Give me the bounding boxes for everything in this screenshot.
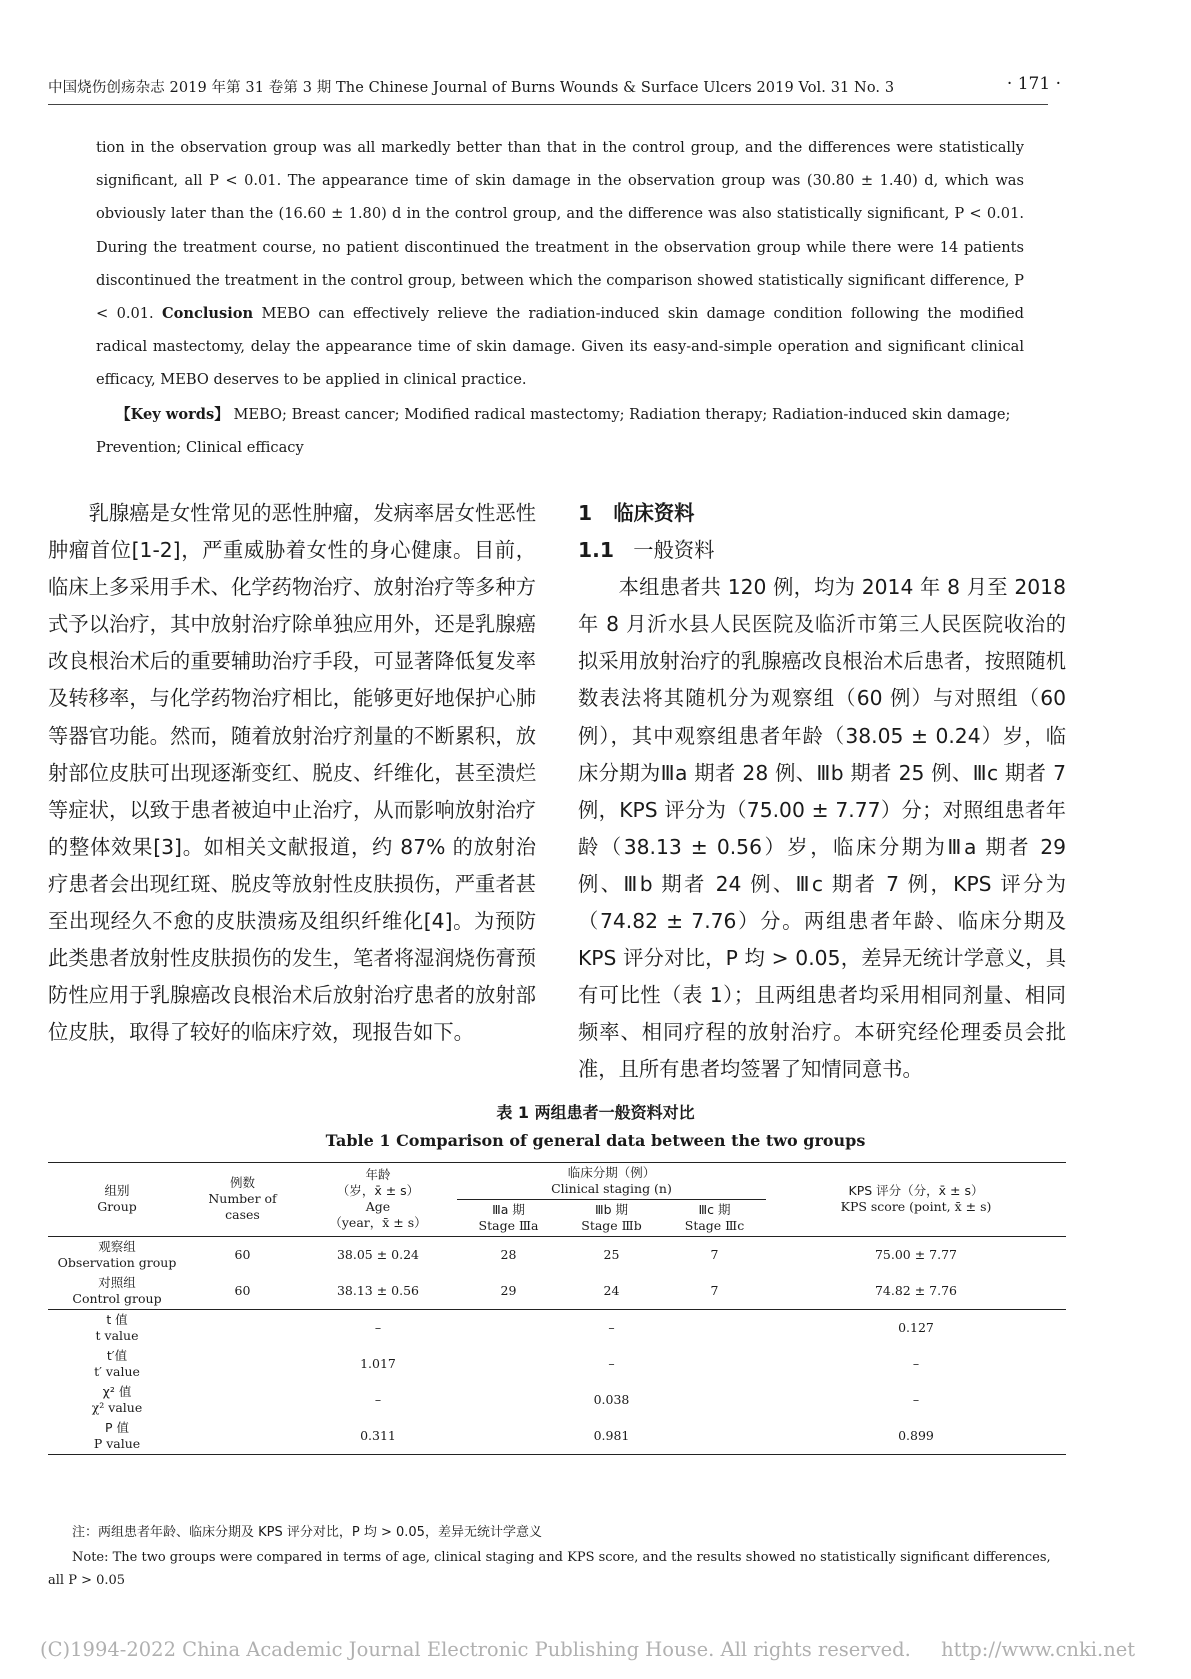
page-number: · 171 · — [1006, 74, 1061, 94]
header-rule — [48, 104, 1048, 105]
keywords-label: 【Key words】 — [116, 406, 229, 423]
footer — [40, 1638, 1140, 1661]
section-number: 1 — [578, 501, 593, 525]
table-caption-en: Table 1 Comparison of general data between the two groups — [325, 1131, 866, 1150]
table-stat-row: t′值 t′ value 1.017 – – — [94, 1347, 920, 1379]
right-column — [578, 495, 1066, 1089]
table-note-en: Note: The two groups were compared in terms of age, clinical staging and KPS score, and the results showed no statistically significant differences, all P > 0.05 — [48, 1550, 1051, 1588]
header-stage-c: Ⅲc 期 Stage Ⅲc — [684, 1202, 745, 1233]
left-column — [48, 495, 536, 1051]
table-note-cn: 注：两组患者年龄、临床分期及 KPS 评分对比，P 均 > 0.05，差异无统计学意义 — [72, 1525, 542, 1540]
conclusion-text: MEBO can effectively relieve the radiation-induced skin damage condition following the modified radical mastectomy, delay the appearance time of skin damage. Given its easy-and-simple operation and significant clinical efficacy, MEBO deserves to be applied in clinical practice. — [96, 305, 1025, 389]
conclusion-label: Conclusion — [162, 305, 254, 323]
subsection-number: 1.1 — [578, 538, 614, 563]
abstract-results-text: tion in the observation group was all markedly better than that in the control group, and the differences were statistically significant, all P < 0.01. The appearance time of skin damage in the observation group was (30.80 ± 1.40) d, which was obviously later than the (16.60 ± 1.80) d in the control group, and the difference was also statistically significant, P < 0.01. During the treatment course, no patient discontinued the treatment in the observation group while there were 14 patients discontinued the treatment in the control group, between which the comparison showed statistically significant difference, P < 0.01. — [96, 139, 1024, 323]
general-data-table — [48, 1162, 1066, 1455]
subsection-title: 一般资料 — [633, 538, 715, 563]
table-stat-row: P 值 P value 0.311 0.981 0.899 — [48, 1418, 1066, 1455]
header-age: 年龄 （岁，x̄ ± s） Age （year，x̄ ± s） — [299, 1163, 457, 1237]
table-stat-row: χ² 值 χ² value – 0.038 – — [91, 1383, 920, 1415]
keywords-text: MEBO; Breast cancer; Modified radical mastectomy; Radiation therapy; Radiation-induced skin damage; Prevention; Clinical efficacy — [96, 406, 1011, 456]
header-stage-a: Ⅲa 期 Stage Ⅲa — [478, 1202, 539, 1233]
footer-copyright: (C)1994-2022 China Academic Journal Electronic Publishing House. All rights reserved. — [40, 1638, 911, 1661]
header-kps: KPS 评分（分，x̄ ± s） KPS score (point, x̄ ± s) — [766, 1163, 1066, 1237]
running-header: 中国烧伤创疡杂志 2019 年第 31 卷第 3 期 The Chinese Journal of Burns Wounds & Surface Ulcers 2019 Vol. 31 No. 3 — [48, 80, 895, 96]
header-staging: 临床分期（例） Clinical staging (n) — [457, 1163, 766, 1200]
table-row: 观察组 Observation group 60 38.05 ± 0.24 28 25 7 75.00 ± 7.77 — [48, 1236, 1066, 1273]
abstract-continuation — [96, 131, 1024, 397]
table-row: 对照组 Control group 60 38.13 ± 0.56 29 24 7 74.82 ± 7.76 — [72, 1274, 958, 1306]
keywords — [96, 398, 1024, 464]
subsection-heading — [578, 532, 1066, 569]
section-heading — [578, 495, 1066, 532]
header-group: 组别 Group — [48, 1163, 186, 1237]
table-caption-cn: 表 1 两组患者一般资料对比 — [496, 1103, 695, 1122]
header-cases: 例数 Number of cases — [186, 1163, 299, 1237]
header-stage-b: Ⅲb 期 Stage Ⅲb — [581, 1202, 642, 1233]
section-title: 临床资料 — [613, 501, 695, 525]
intro-paragraph: 乳腺癌是女性常见的恶性肿瘤，发病率居女性恶性肿瘤首位[1-2]，严重威胁着女性的身心健康。目前，临床上多采用手术、化学药物治疗、放射治疗等多种方式予以治疗，其中放射治疗除单独应用外，还是乳腺癌改良根治术后的重要辅助治疗手段，可显著降低复发率及转移率，与化学药物治疗相比，能够更好地保护心肺等器官功能。然而，随着放射治疗剂量的不断累积，放射部位皮肤可出现逐渐变红、脱皮、纤维化，甚至溃烂等症状，以致于患者被迫中止治疗，从而影响放射治疗的整体效果[3]。如相关文献报道，约 87% 的放射治疗患者会出现红斑、脱皮等放射性皮肤损伤，严重者甚至出现经久不愈的皮肤溃疡及组织纤维化[4]。为预防此类患者放射性皮肤损伤的发生，笔者将湿润烧伤膏预防性应用于乳腺癌改良根治术后放射治疗患者的放射部位皮肤，取得了较好的临床疗效，现报告如下。 — [48, 501, 536, 1045]
table-stat-row: t 值 t value – – 0.127 — [48, 1309, 1066, 1346]
general-data-paragraph: 本组患者共 120 例，均为 2014 年 8 月至 2018 年 8 月沂水县人民医院及临沂市第三人民医院收治的拟采用放射治疗的乳腺癌改良根治术后患者，按照随机数表法将其随机分为观察组（60 例）与对照组（60 例），其中观察组患者年龄（38.05 ± 0.24）岁，临床分期为Ⅲa 期者 28 例、Ⅲb 期者 25 例、Ⅲc 期者 7 例，KPS 评分为（75.00 ± 7.77）分；对照组患者年龄（38.13 ± 0.56）岁，临床分期为Ⅲa 期者 29 例、Ⅲb 期者 24 例、Ⅲc 期者 7 例，KPS 评分为（74.82 ± 7.76）分。两组患者年龄、临床分期及 KPS 评分对比，P 均 > 0.05，差异无统计学意义，具有可比性（表 1）；且两组患者均采用相同剂量、相同频率、相同疗程的放射治疗。本研究经伦理委员会批准，且所有患者均签署了知情同意书。 — [578, 575, 1066, 1082]
footer-url[interactable]: http://www.cnki.net — [941, 1638, 1136, 1661]
